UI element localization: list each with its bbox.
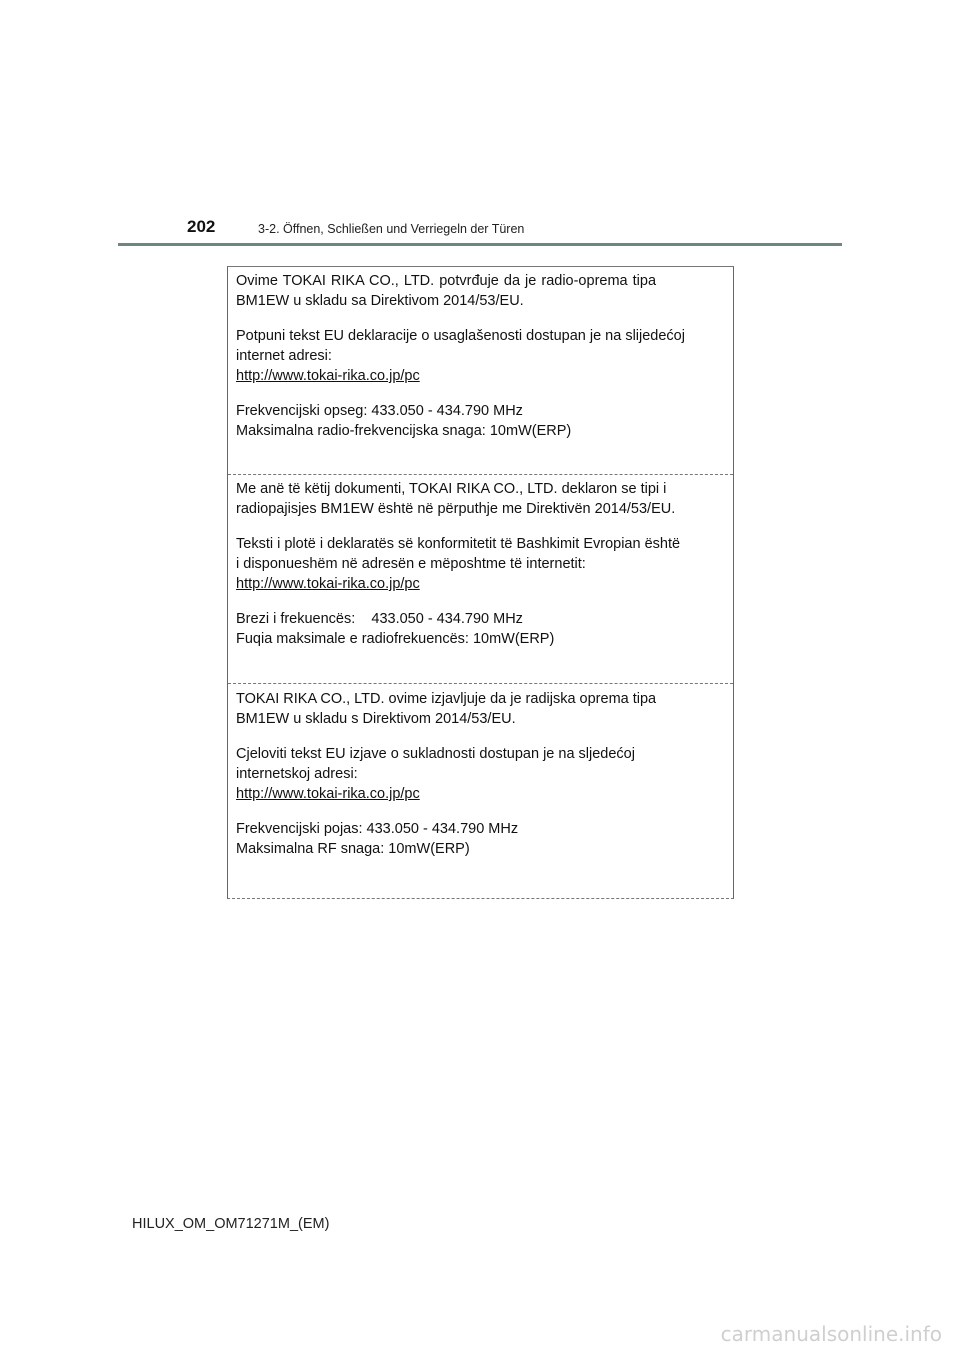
section-title: 3-2. Öffnen, Schließen und Verriegeln der Türen bbox=[258, 222, 525, 236]
page-number: 202 bbox=[187, 217, 216, 236]
declaration-line: internet adresi: bbox=[236, 348, 332, 364]
header-rule bbox=[118, 243, 842, 246]
spec-line: Fuqia maksimale e radiofrekuencës: 10mW(ERP) bbox=[236, 631, 555, 647]
declaration-line: Cjeloviti tekst EU izjave o sukladnosti dostupan je na sljedećoj bbox=[236, 746, 635, 762]
document-code: HILUX_OM_OM71271M_(EM) bbox=[132, 1216, 330, 1232]
declaration-line: BM1EW u skladu s Direktivom 2014/53/EU. bbox=[236, 711, 516, 727]
section-divider bbox=[228, 474, 733, 475]
watermark: carmanualsonline.info bbox=[720, 1322, 942, 1346]
spec-line: Frekvencijski pojas: 433.050 - 434.790 MHz bbox=[236, 821, 519, 837]
declaration-line: BM1EW u skladu sa Direktivom 2014/53/EU. bbox=[236, 293, 524, 309]
declaration-block-1 bbox=[236, 271, 725, 441]
declaration-line: i disponueshëm në adresën e mëposhtme të internetit: bbox=[236, 556, 586, 572]
declaration-line: Me anë të këtij dokumenti, TOKAI RIKA CO., LTD. deklaron se tipi i bbox=[236, 481, 667, 497]
declaration-line: Ovime TOKAI RIKA CO., LTD. potvrđuje da je radio-oprema tipa bbox=[236, 273, 657, 289]
declaration-link[interactable]: http://www.tokai-rika.co.jp/pc bbox=[236, 786, 420, 802]
spec-line: Maksimalna radio-frekvencijska snaga: 10mW(ERP) bbox=[236, 423, 572, 439]
declaration-line: Teksti i plotë i deklaratës së konformitetit të Bashkimit Evropian është bbox=[236, 536, 681, 552]
spec-line: Frekvencijski opseg: 433.050 - 434.790 MHz bbox=[236, 403, 523, 419]
declaration-link[interactable]: http://www.tokai-rika.co.jp/pc bbox=[236, 576, 420, 592]
declaration-block-2 bbox=[236, 479, 725, 649]
spec-line: Brezi i frekuencës: 433.050 - 434.790 MHz bbox=[236, 611, 523, 627]
declaration-line: internetskoj adresi: bbox=[236, 766, 358, 782]
section-divider bbox=[228, 683, 733, 684]
declaration-box bbox=[227, 266, 734, 899]
declaration-line: radiopajisjes BM1EW është në përputhje me Direktivën 2014/53/EU. bbox=[236, 501, 676, 517]
declaration-link[interactable]: http://www.tokai-rika.co.jp/pc bbox=[236, 368, 420, 384]
declaration-line: Potpuni tekst EU deklaracije o usaglašenosti dostupan je na slijedećoj bbox=[236, 328, 685, 344]
spec-line: Maksimalna RF snaga: 10mW(ERP) bbox=[236, 841, 470, 857]
declaration-line: TOKAI RIKA CO., LTD. ovime izjavljuje da je radijska oprema tipa bbox=[236, 691, 657, 707]
declaration-block-3 bbox=[236, 689, 725, 859]
